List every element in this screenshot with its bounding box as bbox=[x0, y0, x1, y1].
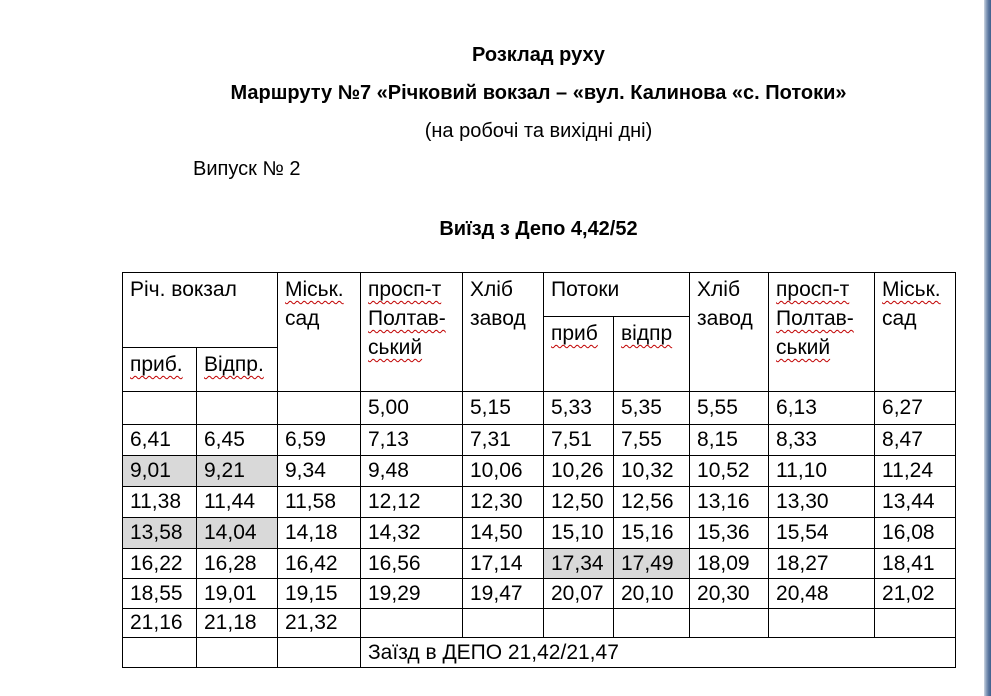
time-cell: 9,21 bbox=[197, 456, 278, 487]
header-word: сад bbox=[285, 307, 320, 330]
time-cell: 16,28 bbox=[197, 549, 278, 579]
col-header-city-garden-right bbox=[875, 273, 956, 392]
time-cell: 20,30 bbox=[690, 579, 769, 609]
header-word: Міськ. bbox=[882, 278, 941, 301]
empty-cell bbox=[278, 392, 361, 425]
empty-cell bbox=[123, 392, 197, 425]
time-cell: 11,44 bbox=[197, 487, 278, 518]
time-cell: 10,06 bbox=[463, 456, 544, 487]
time-cell: 11,58 bbox=[278, 487, 361, 518]
time-cell: 8,15 bbox=[690, 425, 769, 456]
time-cell: 17,34 bbox=[544, 549, 614, 579]
col-header-city-garden-left bbox=[278, 273, 361, 392]
table-row bbox=[123, 549, 956, 579]
empty-cell bbox=[875, 609, 956, 638]
time-cell: 21,18 bbox=[197, 609, 278, 638]
time-cell: 19,29 bbox=[361, 579, 463, 609]
table-row bbox=[123, 609, 956, 638]
col-header-river-terminal bbox=[123, 273, 278, 348]
time-cell: 7,55 bbox=[614, 425, 690, 456]
time-cell: 11,10 bbox=[769, 456, 875, 487]
time-cell: 6,13 bbox=[769, 392, 875, 425]
time-cell: 10,26 bbox=[544, 456, 614, 487]
col-header-potoky bbox=[544, 273, 690, 317]
time-cell: 13,30 bbox=[769, 487, 875, 518]
table-row bbox=[123, 638, 956, 668]
time-cell: 16,42 bbox=[278, 549, 361, 579]
time-cell: 7,51 bbox=[544, 425, 614, 456]
time-cell: 5,33 bbox=[544, 392, 614, 425]
time-cell: 15,54 bbox=[769, 518, 875, 549]
header-word: Відпр. bbox=[204, 353, 264, 376]
header-word: Полтав-ський bbox=[368, 307, 446, 359]
time-cell: 18,27 bbox=[769, 549, 875, 579]
time-cell: 10,52 bbox=[690, 456, 769, 487]
time-cell: 20,48 bbox=[769, 579, 875, 609]
header-word: Хліб завод bbox=[470, 278, 526, 330]
time-cell: 5,35 bbox=[614, 392, 690, 425]
time-cell: 7,13 bbox=[361, 425, 463, 456]
time-cell: 18,55 bbox=[123, 579, 197, 609]
depot-return-cell: Заїзд в ДЕПО 21,42/21,47 bbox=[361, 638, 956, 668]
title-line-3: (на робочі та вихідні дні) bbox=[424, 120, 653, 142]
time-cell: 12,12 bbox=[361, 487, 463, 518]
col-header-terminal-arrival bbox=[123, 348, 197, 392]
title-block bbox=[122, 36, 955, 150]
time-cell: 16,56 bbox=[361, 549, 463, 579]
schedule-table bbox=[122, 272, 956, 668]
empty-cell bbox=[769, 609, 875, 638]
col-header-bread-factory-left bbox=[463, 273, 544, 392]
time-cell: 13,16 bbox=[690, 487, 769, 518]
time-cell: 7,31 bbox=[463, 425, 544, 456]
header-word: просп-т bbox=[776, 278, 850, 301]
empty-cell bbox=[197, 638, 278, 668]
header-word: приб. bbox=[130, 353, 183, 376]
time-cell: 17,14 bbox=[463, 549, 544, 579]
time-cell: 12,30 bbox=[463, 487, 544, 518]
time-cell: 20,07 bbox=[544, 579, 614, 609]
time-cell: 21,02 bbox=[875, 579, 956, 609]
header-word: Річ. вокзал bbox=[130, 278, 237, 301]
time-cell: 16,22 bbox=[123, 549, 197, 579]
empty-cell bbox=[197, 392, 278, 425]
time-cell: 12,56 bbox=[614, 487, 690, 518]
time-cell: 17,49 bbox=[614, 549, 690, 579]
time-cell: 13,58 bbox=[123, 518, 197, 549]
col-header-potoky-arrival bbox=[544, 317, 614, 392]
time-cell: 15,16 bbox=[614, 518, 690, 549]
header-word: відпр bbox=[621, 322, 673, 345]
header-row-1 bbox=[123, 273, 956, 317]
time-cell: 19,15 bbox=[278, 579, 361, 609]
header-word: приб bbox=[551, 322, 598, 345]
time-cell: 6,41 bbox=[123, 425, 197, 456]
empty-cell bbox=[690, 609, 769, 638]
time-cell: 6,59 bbox=[278, 425, 361, 456]
time-cell: 6,27 bbox=[875, 392, 956, 425]
title-line-2: Маршруту №7 «Річковий вокзал – «вул. Калинова «с. Потоки» bbox=[230, 82, 847, 104]
empty-cell bbox=[123, 638, 197, 668]
col-header-bread-factory-right bbox=[690, 273, 769, 392]
time-cell: 6,45 bbox=[197, 425, 278, 456]
time-cell: 19,01 bbox=[197, 579, 278, 609]
header-word: сад bbox=[882, 307, 917, 330]
time-cell: 5,15 bbox=[463, 392, 544, 425]
header-word: Потоки bbox=[551, 278, 620, 301]
time-cell: 15,36 bbox=[690, 518, 769, 549]
empty-cell bbox=[614, 609, 690, 638]
time-cell: 9,01 bbox=[123, 456, 197, 487]
time-cell: 8,47 bbox=[875, 425, 956, 456]
header-word: Хліб завод bbox=[697, 278, 753, 330]
table-row bbox=[123, 518, 956, 549]
empty-cell bbox=[544, 609, 614, 638]
header-word: Міськ. bbox=[285, 278, 344, 301]
window-edge-strip bbox=[984, 0, 991, 696]
time-cell: 19,47 bbox=[463, 579, 544, 609]
title-line-1: Розклад руху bbox=[472, 44, 605, 66]
time-cell: 15,10 bbox=[544, 518, 614, 549]
schedule-table-body bbox=[123, 392, 956, 668]
col-header-potoky-departure bbox=[614, 317, 690, 392]
table-row bbox=[123, 487, 956, 518]
time-cell: 5,00 bbox=[361, 392, 463, 425]
depot-departure: Виїзд з Депо 4,42/52 bbox=[439, 218, 638, 240]
time-cell: 9,48 bbox=[361, 456, 463, 487]
time-cell: 16,08 bbox=[875, 518, 956, 549]
header-word: просп-т bbox=[368, 278, 442, 301]
issue-number: Випуск № 2 bbox=[193, 158, 301, 180]
empty-cell bbox=[463, 609, 544, 638]
header-word: Полтав-ський bbox=[776, 307, 854, 359]
table-row bbox=[123, 456, 956, 487]
empty-cell bbox=[361, 609, 463, 638]
time-cell: 18,09 bbox=[690, 549, 769, 579]
time-cell: 12,50 bbox=[544, 487, 614, 518]
table-row bbox=[123, 425, 956, 456]
time-cell: 10,32 bbox=[614, 456, 690, 487]
time-cell: 18,41 bbox=[875, 549, 956, 579]
time-cell: 9,34 bbox=[278, 456, 361, 487]
col-header-poltavsky-ave-left bbox=[361, 273, 463, 392]
time-cell: 21,32 bbox=[278, 609, 361, 638]
time-cell: 14,50 bbox=[463, 518, 544, 549]
empty-cell bbox=[278, 638, 361, 668]
col-header-poltavsky-ave-right bbox=[769, 273, 875, 392]
schedule-table-header bbox=[123, 273, 956, 392]
table-row bbox=[123, 392, 956, 425]
time-cell: 5,55 bbox=[690, 392, 769, 425]
col-header-terminal-departure bbox=[197, 348, 278, 392]
time-cell: 11,38 bbox=[123, 487, 197, 518]
table-row bbox=[123, 579, 956, 609]
time-cell: 14,04 bbox=[197, 518, 278, 549]
time-cell: 8,33 bbox=[769, 425, 875, 456]
time-cell: 21,16 bbox=[123, 609, 197, 638]
time-cell: 20,10 bbox=[614, 579, 690, 609]
time-cell: 14,32 bbox=[361, 518, 463, 549]
time-cell: 14,18 bbox=[278, 518, 361, 549]
time-cell: 11,24 bbox=[875, 456, 956, 487]
time-cell: 13,44 bbox=[875, 487, 956, 518]
